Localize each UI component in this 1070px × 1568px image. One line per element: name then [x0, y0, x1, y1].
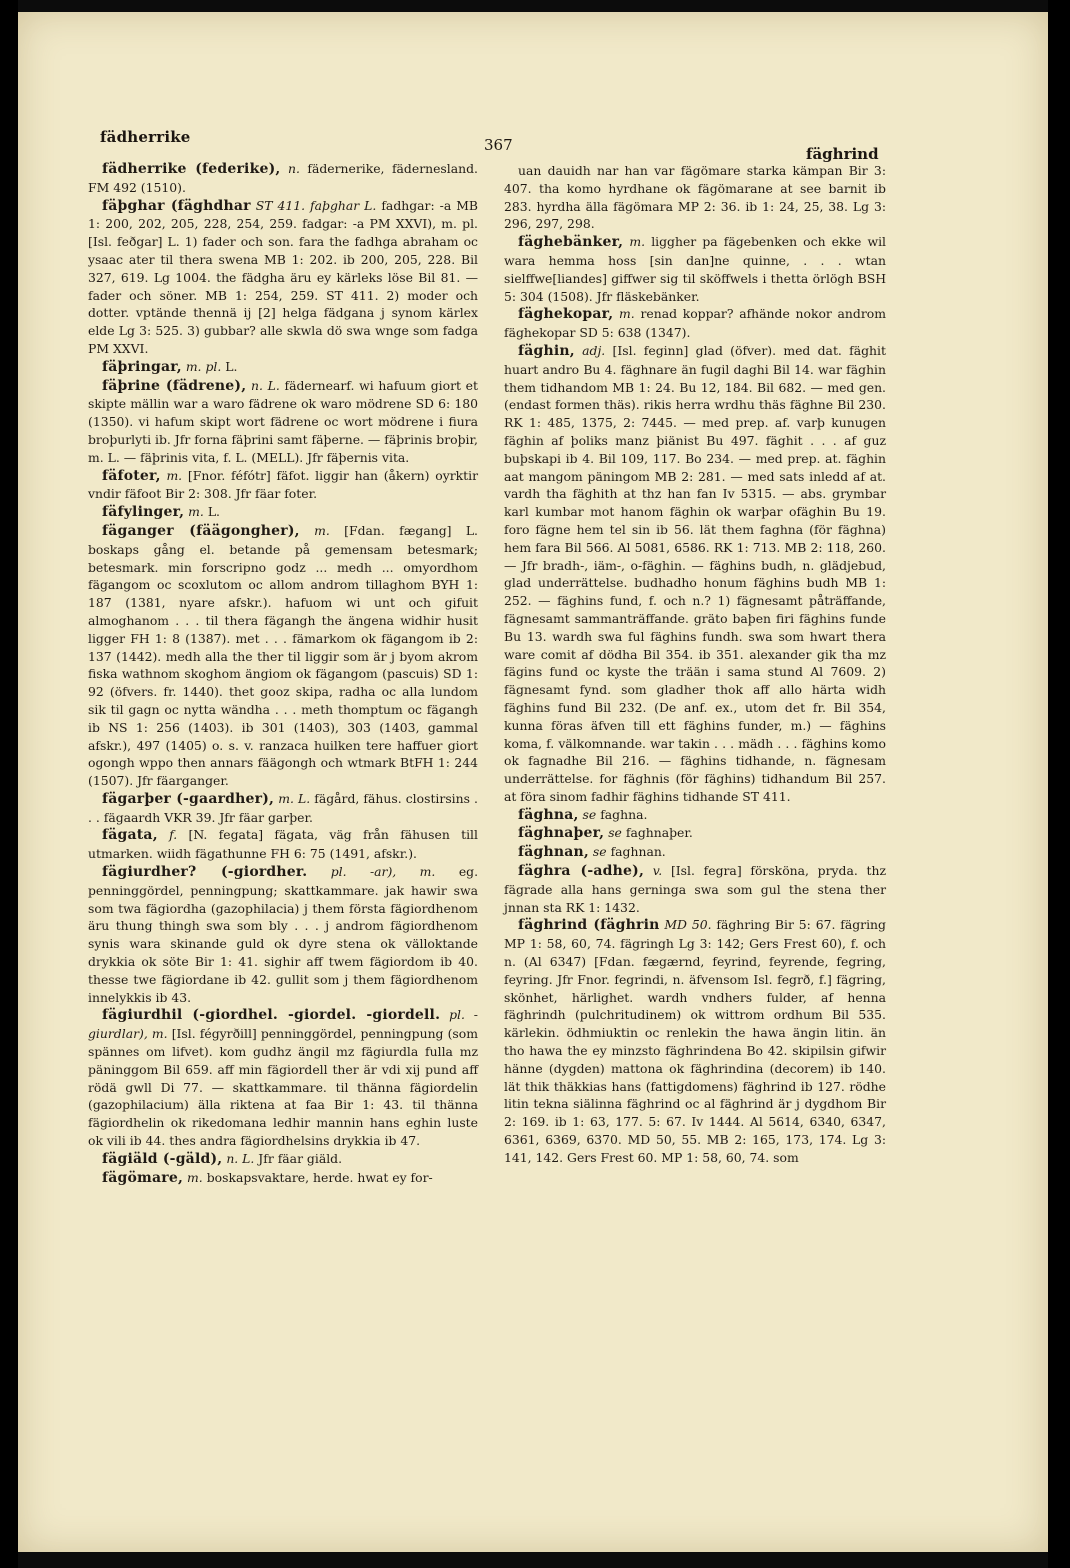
dictionary-entry [88, 826, 478, 863]
entry-headword: fäþghar (fäghdhar [102, 197, 251, 214]
entry-definition: uan dauidh nar han var fägömare starka kämpan Bir 3: 407. tha komo hyrdhane ok fägömarane at see barnit ib 283. hyrdha älla fägömara MP 2: 36. ib 1: 24, 25, 38. Lg 3: 296, 297, 298. [504, 163, 886, 232]
entry-grammar: m. [629, 234, 646, 250]
entry-definition: fäghring Bir 5: 67. fägring MP 1: 58, 60, 74. fägringh Lg 3: 142; Gers Frest 60), f. och n. (Al 6347) [Fdan. fægærnd, feyrind, feyrende, fegring, feyring. Jfr Fnor. fegrindi, n. äfvensom Isl. fegrð, f.] fägring, skönhet, härlighet. wardh vndhers fulder, af henna fäghrindh (pulchritudinem) ok wittrom ordhum Bil 535. kärlekin. ödhmiuktin oc renlekin the hawa ängin litin. än tho hawa the ey minzsto fäghrindena Bo 42. skipilsin gifwir hänne (dygden) mattona ok fäghrindina (decorem) ib 140. lät thik thäkkias hans (fattigdomens) fäghrind ib 127. rödhe litin tekna siälinna fäghrind oc al fäghrind är j dygdhom Bir 2: 169. ib 1: 63, 177. 5: 67. Iv 1444. Al 5614, 6340, 6347, 6361, 6369, 6370. MD 50, 55. MB 2: 165, 173, 174. Lg 3: 141, 142. Gers Frest 60. MP 1: 58, 60, 74. som [504, 917, 886, 1165]
dictionary-entry [88, 377, 478, 467]
dictionary-entry [88, 503, 478, 522]
entry-grammar: m. [619, 306, 635, 322]
entry-definition: [Fdan. fægang] L. boskaps gång el. betande på gemensam betesmark; betesmark. min forscripno godz ... medh ... omyordhom fägangom oc scoxlutom oc allom androm tillaghom BYH 1: 187 (1381, nyare afskr.). hafuom wi unt och gifuit almoghanom . . . til thera fägangh the ängena widhir husit ligger FH 1: 8 (1387). met . . . fämarkom ok fägangom ib 2: 137 (1442). medh alla the ther til liggir som är j byom akrom fiska wathnom skoghom ängiom ok fägangom (pascuis) SD 1: 92 (öfvers. fr. 1440). thet gooz skipa, radha oc alla lundom sik til gagn oc nytta wändha . . . meth thomptum oc fägangh ib NS 1: 256 (1403). ib 301 (1403), 303 (1403, gammal afskr.), 497 (1405) o. s. v. ranzaca huilken tere haffuer giort ogongh wppo then annars fäägongh och wtmark BtFH 1: 244 (1507). Jfr fäarganger. [88, 522, 478, 789]
running-head-left: fädherrike [100, 128, 191, 146]
entry-definition: [Isl. fegra] försköna, pryda. thz fägrade alla hans gerninga swa som gul the stena ther jnnan sta RK 1: 1432. [504, 863, 886, 915]
entry-definition: L. [225, 358, 238, 374]
entry-definition: [Fnor. féfótr] fäfot. liggir han (åkern) oyrktir vndir fäfoot Bir 2: 308. Jfr fäar foter. [88, 467, 478, 502]
entry-grammar: ST 411. faþghar L. [255, 197, 377, 213]
entry-grammar: pl. -giurdlar), m. [88, 1007, 478, 1042]
dictionary-entry [88, 1169, 478, 1188]
dictionary-entry [504, 806, 886, 825]
entry-definition: boskapsvaktare, herde. hwat ey for- [206, 1169, 433, 1185]
running-head-right: fäghrind [806, 145, 879, 163]
entry-headword: fäghin, [518, 342, 575, 359]
entry-headword: fädherrike (federike), [102, 161, 281, 177]
entry-headword: fäþringar, [102, 358, 182, 375]
entry-definition: liggher pa fägebenken och ekke wil wara hemma hoss [sin dan]ne quinne, . . . wtan sielffwe[liandes] giffwer sig til sköffwels i thetta örlögh BSH 5: 304 (1508). Jfr fläskebänker. [504, 234, 886, 304]
entry-headword: fäghekopar, [518, 306, 614, 323]
entry-grammar: se [608, 825, 622, 841]
entry-grammar: MD 50. [664, 917, 712, 933]
dictionary-entry [504, 862, 886, 916]
entry-headword: fägiurdher? (-giordher. [102, 864, 308, 881]
entry-grammar: pl. -ar), m. [330, 864, 436, 880]
entry-grammar: m. L. [278, 790, 311, 806]
entry-grammar: se [582, 806, 597, 822]
dictionary-entry [504, 824, 886, 843]
entry-definition: [N. fegata] fägata, väg från fähusen till utmarken. wiidh fägathunne FH 6: 75 (1491, afskr.). [88, 827, 478, 862]
entry-definition: faghna. [600, 806, 648, 822]
entry-headword: fäfylinger, [102, 504, 185, 521]
entry-grammar: m. [188, 504, 204, 520]
entry-definition: fägård, fähus. clostirsins . . . fägaardh VKR 39. Jfr fäar garþer. [88, 790, 478, 825]
right-column [504, 162, 886, 1167]
entry-headword: fäghnan, [518, 844, 589, 861]
entry-definition: [Isl. feginn] glad (öfver). med dat. fäghit huart andro Bu 4. fäghnare än fugil daghi Bil 14. war fäghin them tidhandom MB 1: 24. Bu 12, 184. Bil 682. — med gen. (endast formen thäs). rikis herra wrdhu thäs fäghne Bil 230. RK 1: 485, 1375, 2: 7445. — med prep. af. varþ kunugen fäghin af þoliks manz þiänist Bu 497. fäghit . . . af guz buþskapi ib 4. Bil 109, 117. Bo 234. — med prep. at. fäghin aat mangom päningom MB 2: 281. — med sats inledd af at. vardh tha fäghith at thz han fan Iv 5315. — abs. grymbar karl kumbar mot hanom fäghin ok warþar ofäghin Bu 19. foro fägne hem tel sin ib 56. lät them faghna (för fäghna) hem fara Bil 566. Al 5081, 6586. RK 1: 713. MB 2: 118, 260. — Jfr bradh-, iäm-, o-fäghin. — fäghins budh, n. glädjebud, glad underrättelse. budhadho honum fäghins budh MB 1: 252. — fäghins fund, f. och n.? 1) fägnesamt påträffande, fägnesamt sammanträffande. gräto baþen firi fäghins funde Bu 13. wardh swa ful fäghins fundh. swa som hwart thera ware comit af dödha Bil 354. ib 351. alexander gik tha mz fägins fund oc kyste the trään i sama stund Al 7609. 2) fägnesamt fynd. som gladher thok aff allo härta widh fäghins fund Bil 232. (De anf. ex., utom det fr. Bil 354, kunna föras äfven till ett fäghins funder, m.) — fäghins koma, f. välkomnande. war takin . . . mädh . . . fäghins komo ok fagnadhe Bil 216. — fäghins tidhande, n. fägnesam underrättelse. for fäghnis (för fäghins) tidhandum Bil 257. at föra sinom fadhir fäghins tidhande ST 411. [504, 342, 886, 804]
dictionary-entry [88, 1006, 478, 1149]
page-number: 367 [484, 136, 513, 154]
entry-grammar: m. [187, 1169, 203, 1185]
entry-definition: [Isl. fégyrðill] penninggördel, penningpung (som spännes om lifvet). kom gudhz ängil mz fägiurdla fulla mz päninggom Bil 659. aff min fägiordell ther är vdi xij pund aff rödä gwll Di 77. — skattkammare. til thänna fägiordelin (gazophilacium) älla riktena at faa Bir 1: 43. til thänna fägiordhelin ok rikedomana ledhir mannin hans eghin luste ok vili ib 44. thes andra fägiordhelsins drykkia ib 47. [88, 1026, 478, 1149]
entry-grammar: v. [652, 863, 663, 879]
dictionary-entry [88, 1150, 478, 1169]
entry-headword: fägömare, [102, 1169, 184, 1186]
dictionary-entry [504, 843, 886, 862]
entry-headword: fägiäld (-gäld), [102, 1150, 223, 1167]
entry-grammar: m. pl. [185, 358, 222, 374]
entry-headword: fäghnaþer, [518, 825, 605, 842]
entry-definition: fädernearf. wi hafuum giort et skipte mällin war a waro fädrene ok waro mödrene SD 6: 180 (1350). vi hafum skipt wort fädrene oc wort mödrene i fiura broþurlyti ib. Jfr forna fäþrini samt fäþerne. — fäþrinis broþir, m. L. — fäþrinis vita, f. L. (MELL). Jfr fäþernis vita. [88, 377, 478, 465]
entry-grammar: f. [169, 827, 178, 843]
dictionary-entry [504, 162, 886, 233]
entry-headword: fäghna, [518, 806, 579, 823]
entry-grammar: m. [166, 467, 183, 483]
entry-headword: fägata, [102, 827, 158, 844]
dictionary-entry [88, 197, 478, 358]
entry-grammar: se [592, 844, 607, 860]
entry-headword: fäfoter, [102, 467, 161, 484]
entry-grammar: m. [314, 522, 330, 538]
entry-definition: fadhgar: -a MB 1: 200, 202, 205, 228, 254, 259. fadgar: -a PM XXVI), m. pl. [Isl. feðgar] L. 1) fader och son. fara the fadhga abraham oc ysaac ater til thera swena MB 1: 202. ib 200, 205, 228. Bil 327, 619. Lg 1004. the fädgha äru ey kärleks löse Bil 81. — fader och söner. MB 1: 254, 259. ST 411. 2) moder och dotter. vptände thennä ij [2] helga fädgana j synom kärlex elde Lg 3: 525. 3) gubbar? alle skwla dö swa wnge som fadga PM XXVI. [88, 197, 478, 356]
left-binding-bar [0, 0, 18, 1568]
dictionary-entry [504, 342, 886, 806]
entry-headword: fäþrine (fädrene), [102, 377, 247, 394]
entry-headword: fäghebänker, [518, 234, 624, 251]
dictionary-entry [504, 233, 886, 305]
entry-headword: fägarþer (-gaardher), [102, 790, 275, 807]
entry-headword: fäghra (-adhe), [518, 863, 645, 880]
dictionary-entry [88, 863, 478, 1006]
dictionary-entry [88, 358, 478, 377]
entry-definition: renad koppar? afhände nokor androm fäghekopar SD 5: 638 (1347). [504, 306, 886, 341]
entry-grammar: adj. [582, 342, 606, 358]
entry-definition: L. [207, 504, 220, 520]
dictionary-entry [504, 916, 886, 1166]
left-column [88, 160, 478, 1187]
entry-grammar: n. [287, 161, 300, 176]
entry-definition: faghnan. [610, 844, 666, 860]
entry-grammar: n. L. [226, 1150, 255, 1166]
entry-definition: fädernerike, fädernesland. FM 492 (1510). [88, 161, 478, 195]
entry-headword: fägiurdhil (-giordhel. -giordel. -giordell. [102, 1007, 441, 1024]
dictionary-entry [88, 467, 478, 504]
entry-definition: eg. penninggördel, penningpung; skattkammare. jak hawir swa som twa fägiordha (gazophilacia) j them första fägiordhenom äru thung thingh swa som bly . . . j androm fägiordhenom synis wara skinande guld ok dyre stena ok välloktande drykkia ok söte Bir 1: 41. sighir aff twem fägiordom ib 40. thesse twe fägiordane ib 42. gullit som j them fägiordhenom innelykkis ib 43. [88, 864, 479, 1005]
dictionary-entry [88, 160, 478, 197]
entry-headword: fäghrind (fäghrin [518, 917, 660, 934]
dictionary-entry [504, 305, 886, 342]
dictionary-entry [88, 522, 478, 790]
entry-headword: fäganger (fäägongher), [102, 522, 300, 539]
entry-definition: faghnaþer. [625, 825, 693, 841]
right-edge-bar [1048, 0, 1070, 1568]
dictionary-entry [88, 790, 478, 827]
entry-grammar: n. L. [251, 377, 280, 393]
entry-definition: Jfr fäar giäld. [258, 1150, 343, 1166]
